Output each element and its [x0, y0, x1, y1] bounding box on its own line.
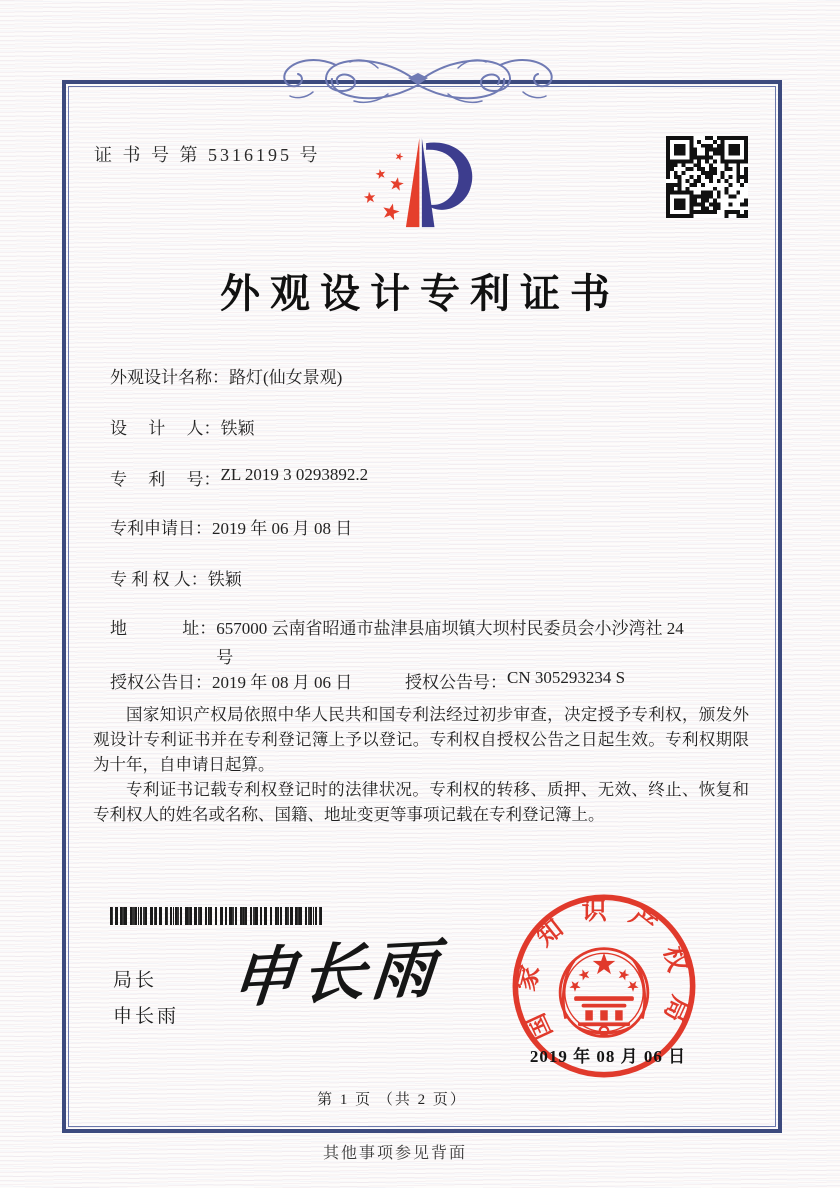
field-grant-number — [405, 668, 625, 693]
director-block — [113, 963, 179, 1035]
field-designer — [110, 414, 255, 439]
field-label: 授权公告号： — [405, 673, 507, 692]
top-flourish-ornament — [258, 52, 578, 112]
field-label: 专 利 权 人： — [110, 570, 208, 589]
seal-ring-text: 国家知识产权局 — [513, 897, 695, 1044]
field-label: 地 址： — [110, 619, 217, 638]
field-address — [110, 614, 686, 672]
director-name: 申长雨 — [113, 1006, 180, 1027]
director-title: 局长 — [113, 970, 158, 991]
certificate-title: 外观设计专利证书 — [220, 271, 620, 316]
director-signature: 申长雨 — [228, 932, 445, 1016]
field-application-date — [110, 514, 352, 539]
cnipa-logo-icon — [332, 128, 500, 254]
field-value: 铁颖 — [220, 419, 255, 438]
field-value: 2019 年 08 月 06 日 — [212, 673, 353, 692]
qr-code — [666, 136, 748, 218]
legal-paragraph-1: 国家知识产权局依照中华人民共和国专利法经过初步审查，决定授予专利权，颁发外观设计专利证书并在专利登记簿上予以登记。专利权自授权公告之日起生效。专利权期限为十年，自申请日起算。 — [93, 705, 749, 774]
back-side-note: 其他事项参见背面 — [322, 1145, 467, 1162]
field-value: ZL 2019 3 0293892.2 — [220, 465, 369, 484]
national-emblem-icon — [560, 949, 648, 1037]
field-value: CN 305293234 S — [507, 668, 626, 687]
field-patentee — [110, 565, 242, 590]
page-number: 第 1 页 （共 2 页） — [317, 1092, 467, 1108]
barcode — [110, 907, 322, 925]
seal-date: 2019 年 08 月 06 日 — [529, 1047, 687, 1066]
field-value: 铁颖 — [207, 570, 242, 589]
legal-paragraph-2: 专利证书记载专利权登记时的法律状况。专利权的转移、质押、无效、终止、恢复和专利权人的姓名或名称、国籍、地址变更等事项记载在专利登记簿上。 — [93, 780, 749, 824]
field-label: 外观设计名称： — [110, 368, 229, 387]
field-value: 2019 年 06 月 08 日 — [212, 519, 353, 538]
certificate-number: 证 书 号 第 5316195 号 — [94, 145, 321, 165]
field-label: 授权公告日： — [110, 673, 212, 692]
field-value: 路灯(仙女景观) — [229, 368, 343, 387]
field-value: 657000 云南省昭通市盐津县庙坝镇大坝村民委员会小沙湾社 24 号 — [216, 619, 688, 667]
field-grant-date — [110, 668, 352, 693]
svg-text:国家知识产权局 — [512, 897, 696, 1044]
field-patent-number — [110, 465, 368, 490]
field-label: 设 计 人： — [110, 419, 221, 438]
field-label: 专 利 号： — [110, 470, 221, 489]
field-design-name — [110, 363, 342, 388]
field-label: 专利申请日： — [110, 519, 212, 538]
